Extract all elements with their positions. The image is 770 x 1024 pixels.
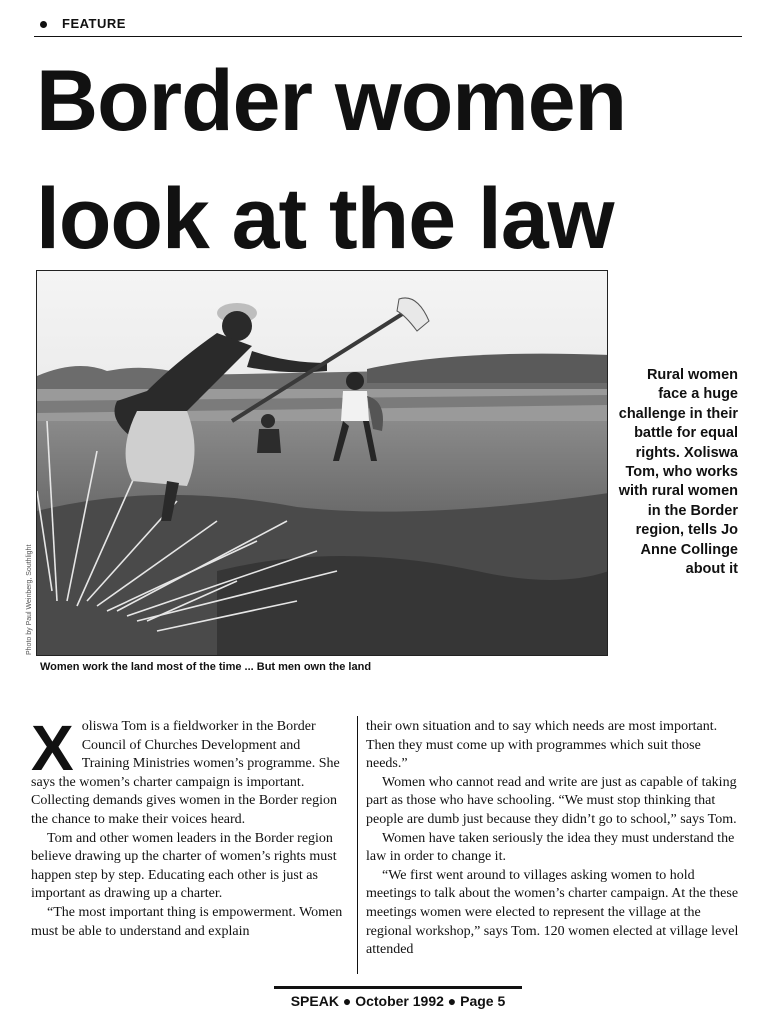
paragraph: “The most important thing is empowerment. Women must be able to understand and explain: [31, 904, 343, 939]
page-footer: SPEAK ● October 1992 ● Page 5: [274, 986, 522, 1009]
paragraph: Women who cannot read and write are just as capable of taking part as those who have schooling. “We must stop thinking that people are dumb just because they didn’t go to school,” says Tom.: [366, 774, 737, 827]
headline-line-2: look at the law: [36, 171, 614, 267]
paragraph: “We first went around to villages asking women to hold meetings to talk about the women’s charter campaign. At the these meetings women were elected to represent the village at the regional workshop,” says Tom. 120 women elected at village level attended: [366, 867, 739, 958]
article-column-left: [31, 712, 347, 941]
field-work-photo-illustration: [37, 271, 608, 656]
paragraph-text: oliswa Tom is a fieldworker in the Border Council of Churches Development and Training Ministries women’s programme. She says the women’s charter campaign is important. Collecting demands gives women in the Border region the chance to make their voices heard.: [31, 719, 340, 827]
section-label: FEATURE: [62, 16, 126, 31]
article-column-right: [366, 718, 742, 960]
paragraph: their own situation and to say which needs are most important. Then they must come up with programmes which suit those needs.”: [366, 719, 718, 772]
photo-credit: Photo by Paul Weinberg, Southlight: [26, 544, 33, 655]
section-header: [34, 14, 742, 37]
paragraph: Tom and other women leaders in the Border region believe drawing up the charter of women’s rights must happen step by step. Educating each other is just as important as drawing up a charter.: [31, 830, 337, 902]
photo-caption: Women work the land most of the time ... But men own the land: [40, 661, 372, 673]
paragraph: Women have taken seriously the idea they must understand the law in order to change it.: [366, 830, 735, 865]
headline-line-1: Border women: [36, 53, 627, 149]
paragraph: [31, 712, 347, 830]
feature-photo: [36, 270, 608, 656]
bullet-icon: [40, 21, 47, 28]
standfirst: Rural women face a huge challenge in their battle for equal rights. Xoliswa Tom, who works with rural women in the Border region, tells Jo Anne Collinge about it: [618, 367, 738, 578]
headline: [36, 42, 756, 278]
column-divider: [357, 716, 358, 974]
drop-cap: X: [31, 712, 74, 784]
